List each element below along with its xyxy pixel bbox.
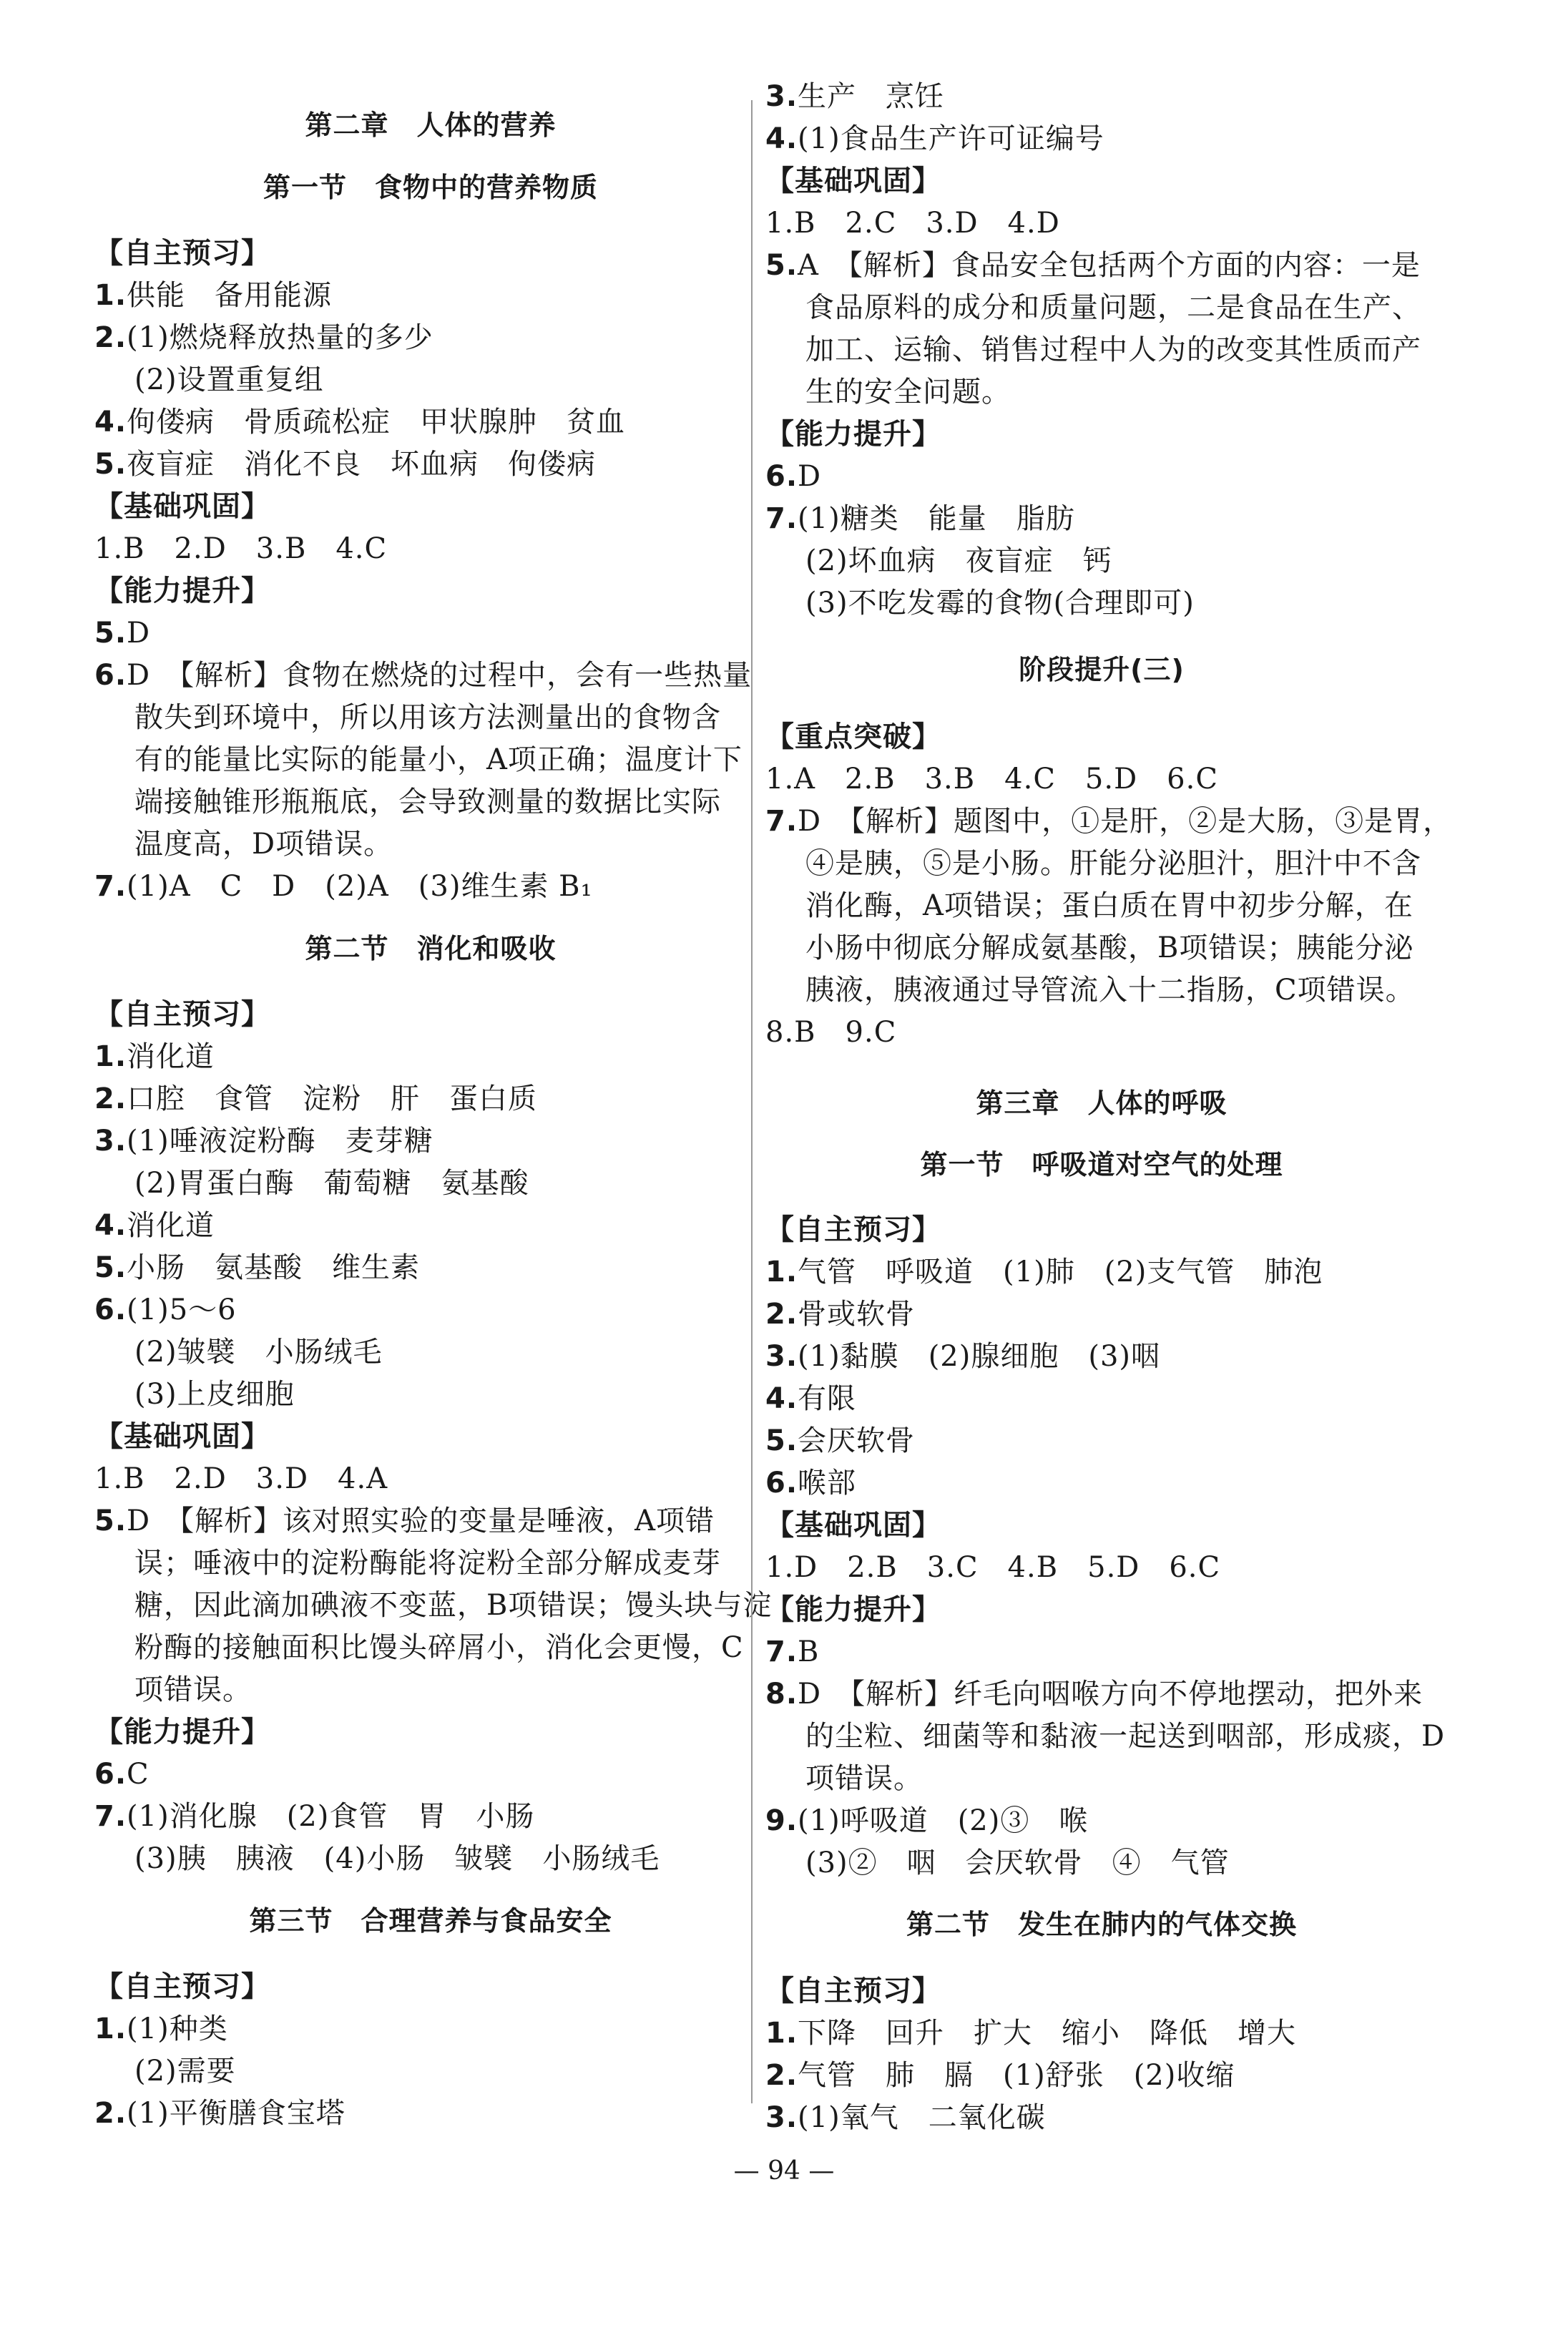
item-number: 7. <box>94 870 127 903</box>
item-text: 1.B 2.D 3.B 4.C <box>94 532 388 565</box>
answer-continuation: 误；唾液中的淀粉酶能将淀粉全部分解成麦芽 <box>134 1547 721 1580</box>
answer-continuation: 散失到环境中，所以用该方法测量出的食物含 <box>134 701 721 734</box>
item-text: D 【解析】纤毛向咽喉方向不停地摆动，把外来 <box>798 1678 1424 1711</box>
answer-item <box>765 245 1421 286</box>
answer-continuation: 温度高，D项错误。 <box>134 828 393 861</box>
answer-continuation: 生的安全问题。 <box>805 376 1011 409</box>
section-heading: 第二章 人体的营养 <box>305 109 557 141</box>
answer-item <box>765 498 1075 539</box>
block-label: 【能力提升】 <box>765 418 941 451</box>
answer-continuation: 项错误。 <box>805 1762 923 1795</box>
answer-item <box>765 1293 915 1335</box>
answer-item <box>94 1458 388 1500</box>
answer-item <box>765 1547 1220 1588</box>
item-number: 2. <box>94 1082 127 1115</box>
item-number: 2. <box>94 2097 127 2130</box>
block-label: 【基础巩固】 <box>94 1420 270 1453</box>
answer-continuation: (3)不吃发霉的食物(合理即可) <box>805 587 1195 620</box>
answer-item <box>94 1036 215 1077</box>
item-number: 7. <box>765 805 798 838</box>
page-number: — 94 — <box>733 2156 835 2186</box>
answer-item <box>765 456 821 497</box>
item-number: 2. <box>94 321 127 354</box>
block-label: 【自主预习】 <box>765 1213 941 1246</box>
item-text: (1)唾液淀粉酶 麦芽糖 <box>127 1125 433 1158</box>
item-number: 9. <box>765 1804 798 1837</box>
block-label: 【基础巩固】 <box>94 490 270 523</box>
answer-continuation: 胰液，胰液通过导管流入十二指肠，C项错误。 <box>805 974 1415 1007</box>
item-text: (1)燃烧释放热量的多少 <box>127 321 433 354</box>
answer-item <box>765 1378 856 1419</box>
answer-continuation: 有的能量比实际的能量小，A项正确；温度计下 <box>134 743 743 776</box>
block-label: 【能力提升】 <box>94 1716 270 1749</box>
item-text: (1)消化腺 (2)食管 胃 小肠 <box>127 1800 535 1833</box>
answer-item <box>94 1120 433 1162</box>
answer-continuation: (2)胃蛋白酶 葡萄糖 氨基酸 <box>134 1167 529 1200</box>
item-number: 7. <box>765 1635 798 1668</box>
item-text: 消化道 <box>127 1040 215 1073</box>
item-text: (1)食品生产许可证编号 <box>798 122 1104 155</box>
answer-item <box>765 1336 1160 1377</box>
item-number: 6. <box>94 1758 127 1791</box>
item-number: 6. <box>94 659 127 692</box>
item-text: C <box>127 1758 150 1791</box>
item-number: 3. <box>94 1125 127 1158</box>
item-text: (1)种类 <box>127 2012 228 2045</box>
answer-continuation: 项错误。 <box>134 1673 252 1706</box>
answer-item <box>765 1631 819 1673</box>
answer-item <box>94 1205 215 1246</box>
answer-continuation: 食品原料的成分和质量问题，二是食品在生产、 <box>805 291 1421 324</box>
answer-item <box>94 1289 237 1331</box>
item-number: 5. <box>765 1424 798 1457</box>
item-text: 下降 回升 扩大 缩小 降低 增大 <box>798 2017 1297 2050</box>
item-text: (1)黏膜 (2)腺细胞 (3)咽 <box>798 1340 1161 1373</box>
item-number: 5. <box>94 1505 127 1537</box>
item-text: (1)糖类 能量 脂肪 <box>798 502 1075 535</box>
answer-item <box>765 2055 1235 2096</box>
item-number: 1. <box>94 279 127 312</box>
item-text: D 【解析】题图中，①是肝，②是大肠，③是胃， <box>798 805 1453 838</box>
item-number: 7. <box>94 1800 127 1833</box>
item-text: 会厌软骨 <box>798 1424 916 1457</box>
answer-continuation: (2)坏血病 夜盲症 钙 <box>805 544 1112 577</box>
item-number: 4. <box>765 122 798 155</box>
answer-continuation: 的尘粒、细菌等和黏液一起送到咽部，形成痰，D <box>805 1720 1446 1753</box>
item-text: 佝偻病 骨质疏松症 甲状腺肿 贫血 <box>127 406 626 439</box>
item-text: D <box>798 460 822 493</box>
answer-item <box>94 2008 228 2050</box>
answer-item <box>94 1500 715 1542</box>
item-number: 7. <box>765 502 798 535</box>
answer-continuation: (3)② 咽 会厌软骨 ④ 气管 <box>805 1847 1230 1879</box>
answer-continuation: ④是胰，⑤是小肠。肝能分泌胆汁，胆汁中不含 <box>805 847 1421 880</box>
block-label: 【基础巩固】 <box>765 1509 941 1542</box>
answer-continuation: 消化酶，A项错误；蛋白质在胃中初步分解，在 <box>805 889 1413 922</box>
answer-item <box>94 1754 150 1795</box>
item-text: 小肠 氨基酸 维生素 <box>127 1251 421 1284</box>
answer-item <box>94 1796 534 1837</box>
item-number: 6. <box>765 1467 798 1500</box>
item-text: (1)A C D (2)A (3)维生素 B₁ <box>127 870 593 903</box>
answer-item <box>765 76 944 117</box>
answer-continuation: 加工、运输、销售过程中人为的改变其性质而产 <box>805 333 1421 366</box>
answer-item <box>94 655 752 696</box>
item-text: D <box>127 617 151 650</box>
item-number: 1. <box>94 2012 127 2045</box>
item-number: 1. <box>765 1256 798 1288</box>
item-text: D 【解析】食物在燃烧的过程中，会有一些热量 <box>127 659 753 692</box>
answer-item <box>94 866 593 907</box>
answer-continuation: 糖，因此滴加碘液不变蓝，B项错误；馒头块与淀 <box>134 1589 773 1622</box>
answer-continuation: (2)需要 <box>134 2055 236 2088</box>
item-number: 1. <box>765 2017 798 2050</box>
item-text: 骨或软骨 <box>798 1298 916 1331</box>
answer-item <box>765 1462 856 1504</box>
block-label: 【能力提升】 <box>94 574 270 607</box>
item-text: 1.D 2.B 3.C 4.B 5.D 6.C <box>765 1551 1221 1584</box>
answer-item <box>765 1420 915 1462</box>
answer-item <box>94 1078 537 1120</box>
answer-item <box>765 1800 1088 1842</box>
item-number: 5. <box>94 1251 127 1284</box>
item-text: D 【解析】该对照实验的变量是唾液，A项错 <box>127 1505 715 1537</box>
answer-item <box>765 2097 1046 2138</box>
section-heading: 第三节 合理营养与食品安全 <box>249 1905 612 1937</box>
item-number: 1. <box>94 1040 127 1073</box>
item-number: 3. <box>765 2101 798 2134</box>
item-number: 2. <box>765 1298 798 1331</box>
item-text: 有限 <box>798 1382 857 1415</box>
answer-item <box>765 202 1060 244</box>
item-text: (1)呼吸道 (2)③ 喉 <box>798 1804 1089 1837</box>
column-divider <box>751 100 753 2103</box>
item-text: A 【解析】食品安全包括两个方面的内容：一是 <box>798 249 1421 282</box>
item-text: 气管 呼吸道 (1)肺 (2)支气管 肺泡 <box>798 1256 1323 1288</box>
answer-item <box>94 1247 420 1288</box>
answer-item <box>94 612 150 654</box>
item-text: (1)平衡膳食宝塔 <box>127 2097 346 2130</box>
answer-item <box>765 801 1452 842</box>
answer-item <box>765 758 1218 800</box>
item-text: 气管 肺 膈 (1)舒张 (2)收缩 <box>798 2059 1235 2092</box>
item-number: 3. <box>765 1340 798 1373</box>
section-heading: 第一节 食物中的营养物质 <box>263 172 598 203</box>
item-text: 1.B 2.D 3.D 4.A <box>94 1462 388 1495</box>
item-number: 4. <box>765 1382 798 1415</box>
answer-item <box>765 1673 1423 1715</box>
item-number: 5. <box>94 617 127 650</box>
answer-continuation: 粉酶的接触面积比馒头碎屑小，消化会更慢，C <box>134 1631 744 1664</box>
item-number: 3. <box>765 80 798 113</box>
section-heading: 第三章 人体的呼吸 <box>976 1087 1228 1119</box>
answer-continuation: (2)设置重复组 <box>134 363 324 396</box>
answer-item <box>94 401 625 443</box>
answer-item <box>765 118 1104 160</box>
item-text: 喉部 <box>798 1467 857 1500</box>
item-number: 4. <box>94 1209 127 1242</box>
item-text: 夜盲症 消化不良 坏血病 佝偻病 <box>127 448 597 481</box>
answer-continuation: (2)皱襞 小肠绒毛 <box>134 1336 383 1369</box>
answer-continuation: 小肠中彻底分解成氨基酸，B项错误；胰能分泌 <box>805 931 1414 964</box>
block-label: 【自主预习】 <box>94 998 270 1031</box>
item-text: (1)5～6 <box>127 1293 237 1326</box>
item-number: 6. <box>765 460 798 493</box>
item-text: (1)氧气 二氧化碳 <box>798 2101 1046 2134</box>
item-number: 5. <box>94 448 127 481</box>
item-text: 1.B 2.C 3.D 4.D <box>765 207 1060 240</box>
answer-item <box>765 1012 896 1053</box>
item-number: 8. <box>765 1678 798 1711</box>
block-label: 【自主预习】 <box>94 1970 270 2003</box>
item-text: 8.B 9.C <box>765 1016 897 1049</box>
item-text: 口腔 食管 淀粉 肝 蛋白质 <box>127 1082 538 1115</box>
answer-item <box>94 275 332 316</box>
section-heading: 第二节 发生在肺内的气体交换 <box>906 1909 1297 1940</box>
answer-item <box>94 528 387 569</box>
block-label: 【自主预习】 <box>94 237 270 270</box>
item-text: 1.A 2.B 3.B 4.C 5.D 6.C <box>765 763 1218 796</box>
block-label: 【基础巩固】 <box>765 165 941 197</box>
answer-item <box>765 2012 1296 2054</box>
answer-item <box>94 444 596 485</box>
section-heading: 阶段提升(三) <box>1019 654 1185 685</box>
item-text: B <box>798 1635 820 1668</box>
item-number: 5. <box>765 249 798 282</box>
item-number: 4. <box>94 406 127 439</box>
section-heading: 第二节 消化和吸收 <box>305 933 557 964</box>
answer-continuation: 端接触锥形瓶瓶底，会导致测量的数据比实际 <box>134 786 721 818</box>
item-number: 2. <box>765 2059 798 2092</box>
block-label: 【能力提升】 <box>765 1593 941 1626</box>
item-text: 消化道 <box>127 1209 215 1242</box>
section-heading: 第一节 呼吸道对空气的处理 <box>920 1149 1283 1180</box>
answer-continuation: (3)胰 胰液 (4)小肠 皱襞 小肠绒毛 <box>134 1842 660 1875</box>
answer-continuation: (3)上皮细胞 <box>134 1378 295 1411</box>
item-number: 6. <box>94 1293 127 1326</box>
block-label: 【重点突破】 <box>765 720 941 753</box>
item-text: 生产 烹饪 <box>798 80 945 113</box>
item-text: 供能 备用能源 <box>127 279 333 312</box>
answer-item <box>765 1251 1323 1293</box>
block-label: 【自主预习】 <box>765 1975 941 2007</box>
answer-item <box>94 317 433 358</box>
answer-item <box>94 2093 346 2134</box>
